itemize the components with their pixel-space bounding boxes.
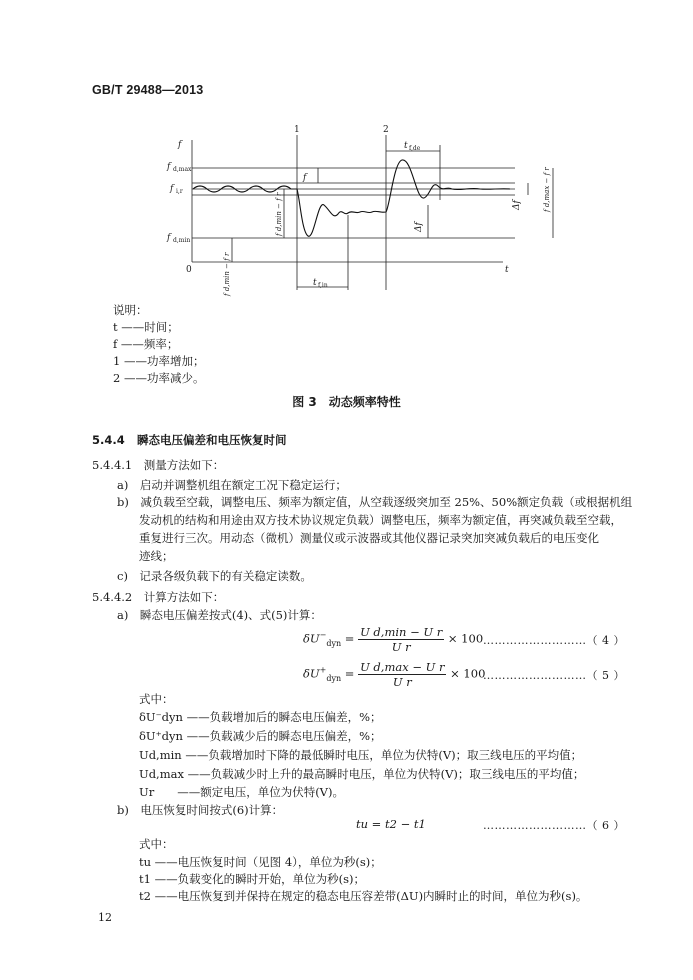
definition: δU⁻dyn ——负载增加后的瞬态电压偏差，%； [139,710,382,724]
legend-title: 说明： [113,303,148,317]
definition: Ur ——额定电压，单位为伏特(V)。 [139,785,344,799]
svg-text:f,de: f,de [409,145,421,152]
method-c: c) 记录各级负载下的有关稳定读数。 [117,569,312,583]
svg-text:f: f [303,173,307,183]
svg-text:f d,max − f r: f d,max − f r [543,167,551,212]
definition: δU⁺dyn ——负载减少后的瞬态电压偏差，%； [139,729,382,743]
calc-a: a) 瞬态电压偏差按式(4)、式(5)计算： [117,608,322,622]
frequency-trace [193,160,510,236]
calc-b: b) 电压恢复时间按式(6)计算： [117,803,284,817]
definition: t2 ——电压恢复到并保持在规定的稳态电压容差带(ΔU)内瞬时止的时间，单位为秒(s)。 [139,889,588,903]
svg-text:f: f [170,184,174,194]
x-axis-label: t [505,265,509,275]
origin-label: 0 [186,265,192,275]
equation-6-number: ………………………（ 6 ） [483,819,625,832]
svg-text:i,r: i,r [176,188,183,195]
svg-text:f d,min − f r: f d,min − f r [275,192,283,236]
definition: Ud,min ——负载增加时下降的最低瞬时电压，单位为伏特(V)；取三线电压的平均值； [139,748,583,762]
svg-text:d,max: d,max [173,166,192,173]
method-heading: 5.4.4.1 测量方法如下： [92,458,225,472]
equation-5: $\delta U^+_{dyn}$ = $\frac{\text{U d,max − U r}}{\text{U r}}$ × 100 [303,660,486,689]
calc-heading: 5.4.4.2 计算方法如下： [92,590,225,604]
definition: t1 ——负载变化的瞬时开始，单位为秒(s)； [139,872,365,886]
equation-6: tu = t2 − t1 [356,817,426,831]
equation-5-number: ………………………（ 5 ） [483,669,625,682]
equation-4-number: ………………………（ 4 ） [483,634,625,647]
equation-4: $\delta U^-_{dyn}$ = $\frac{\text{U d,min − U r}}{\text{U r}}$ × 100 [303,625,484,654]
svg-text:f: f [167,162,171,172]
svg-text:d,min: d,min [173,237,191,244]
svg-text:f d,min − f r: f d,min − f r [223,252,231,296]
where-label: 式中： [139,837,174,851]
svg-text:t: t [404,141,408,151]
dynamic-frequency-figure [0,0,693,320]
legend-item: 1 ——功率增加； [113,354,205,368]
svg-text:f: f [167,233,171,243]
svg-text:t: t [313,278,317,288]
svg-text:Δf: Δf [414,222,424,232]
figure-caption: 图 3 动态频率特性 [292,395,401,409]
legend-item: f ——频率； [113,337,179,351]
svg-text:Δf: Δf [512,200,522,210]
section-title: 瞬态电压偏差和电压恢复时间 [137,433,287,447]
definition: Ud,max ——负载减少时上升的最高瞬时电压，单位为伏特(V)；取三线电压的平均值； [139,767,585,781]
legend-item: t ——时间； [113,320,179,334]
definition: tu ——电压恢复时间（见图 4），单位为秒(s)； [139,855,382,869]
legend-item: 2 ——功率减少。 [113,371,205,385]
y-axis-label: f [178,140,182,150]
method-a: a) 启动并调整机组在额定工况下稳定运行； [117,478,347,492]
page-number: 12 [98,911,112,924]
svg-text:f,in: f,in [318,282,328,289]
marker-2-label: 2 [383,125,389,135]
where-label: 式中： [139,692,174,706]
section-number: 5.4.4 [92,433,125,447]
marker-1-label: 1 [294,125,300,135]
method-b: b) 减负载至空载，调整电压、频率为额定值，从空载逐级突加至 25%、50%额定负载（或根据机组 [117,495,633,509]
standard-header: GB/T 29488—2013 [92,83,204,97]
